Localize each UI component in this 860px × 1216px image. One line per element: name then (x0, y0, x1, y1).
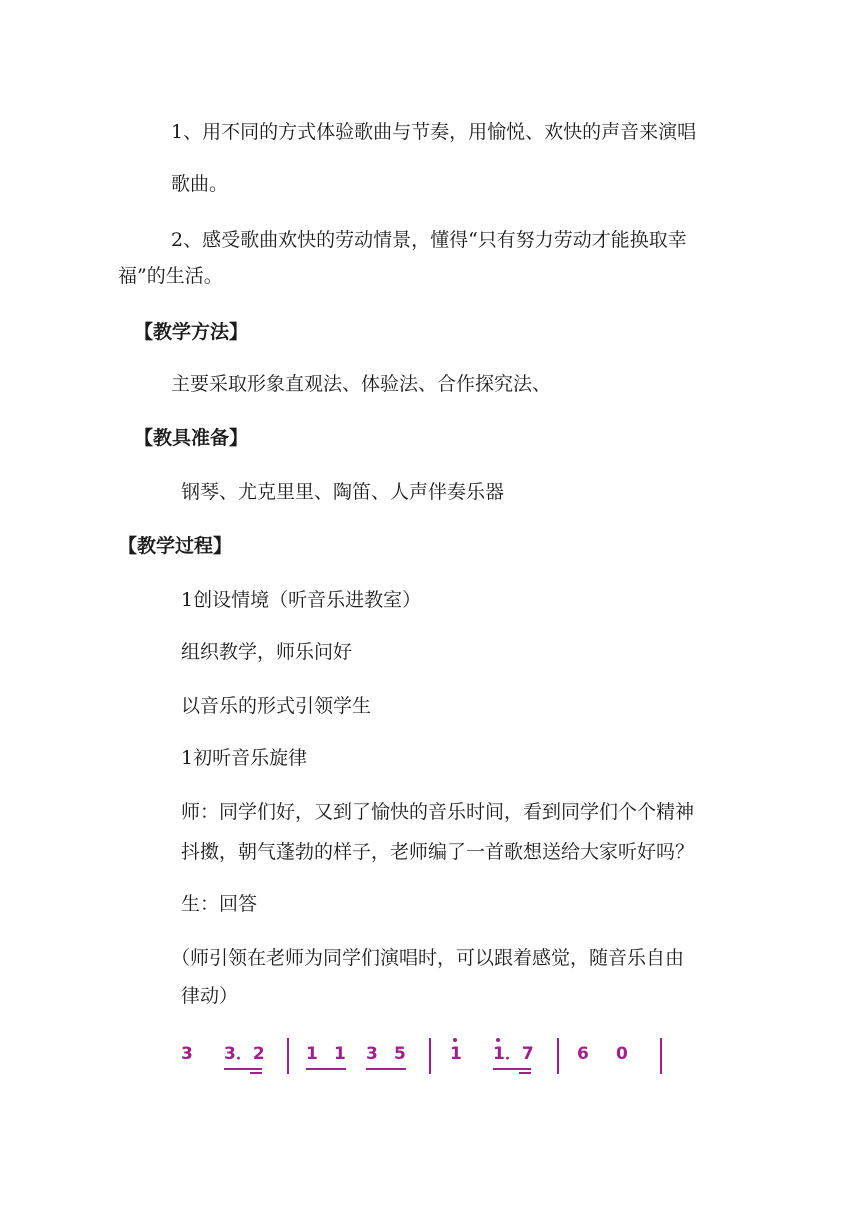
bar-line (429, 1038, 431, 1074)
process-step-2: 1初听音乐旋律 (181, 747, 308, 769)
note-3: 3 (181, 1044, 193, 1064)
bar-line (287, 1038, 289, 1074)
note-1: 1 (306, 1044, 318, 1064)
underline (224, 1068, 262, 1070)
numbered-notation (0, 1030, 860, 1090)
method-heading: 【教学方法】 (134, 321, 249, 343)
note-1: 1 (334, 1044, 346, 1064)
note-0: 0 (616, 1044, 628, 1064)
note-5: 5 (394, 1044, 406, 1064)
underline (366, 1068, 406, 1070)
note-6: 6 (577, 1044, 589, 1064)
teacher-line-1: 师：同学们好，又到了愉快的音乐时间，看到同学们个个精神 (181, 801, 695, 823)
process-step-1: 1创设情境（听音乐进教室） (181, 589, 422, 611)
note-high-1: 1 (450, 1044, 462, 1064)
underline (250, 1072, 262, 1074)
underline (306, 1068, 346, 1070)
method-text: 主要采取形象直观法、体验法、合作探究法、 (171, 373, 552, 395)
underline (519, 1072, 531, 1074)
goal-2-line-2: 福”的生活。 (118, 265, 223, 287)
high-octave-dot (496, 1038, 500, 1042)
note-line-2: 律动） (181, 985, 239, 1007)
high-octave-dot (453, 1038, 457, 1042)
goal-1-line-1: 1、用不同的方式体验歌曲与节奏，用愉悦、欢快的声音来演唱 (171, 121, 697, 143)
process-lead: 以音乐的形式引领学生 (181, 695, 372, 717)
tools-text: 钢琴、尤克里里、陶笛、人声伴奏乐器 (181, 481, 505, 503)
process-heading: 【教学过程】 (118, 535, 233, 557)
note-3: 3 (366, 1044, 378, 1064)
student-answer: 生：回答 (181, 893, 258, 915)
process-organize: 组织教学，师乐问好 (181, 641, 353, 663)
underline (493, 1068, 531, 1070)
note-high-1-dot-7: 1．7 (493, 1044, 534, 1064)
goal-1-line-2: 歌曲。 (171, 173, 229, 195)
bar-line (660, 1038, 662, 1074)
bar-line (557, 1038, 559, 1074)
teacher-line-2: 抖擞，朝气蓬勃的样子，老师编了一首歌想送给大家听好吗？ (181, 841, 695, 863)
goal-2-line-1: 2、感受歌曲欢快的劳动情景，懂得“只有努力劳动才能换取幸 (171, 229, 687, 251)
tools-heading: 【教具准备】 (134, 427, 249, 449)
note-line-1: （师引领在老师为同学们演唱时，可以跟着感觉，随音乐自由 (171, 947, 685, 969)
note-3-dot-2: 3．2 (224, 1044, 265, 1064)
